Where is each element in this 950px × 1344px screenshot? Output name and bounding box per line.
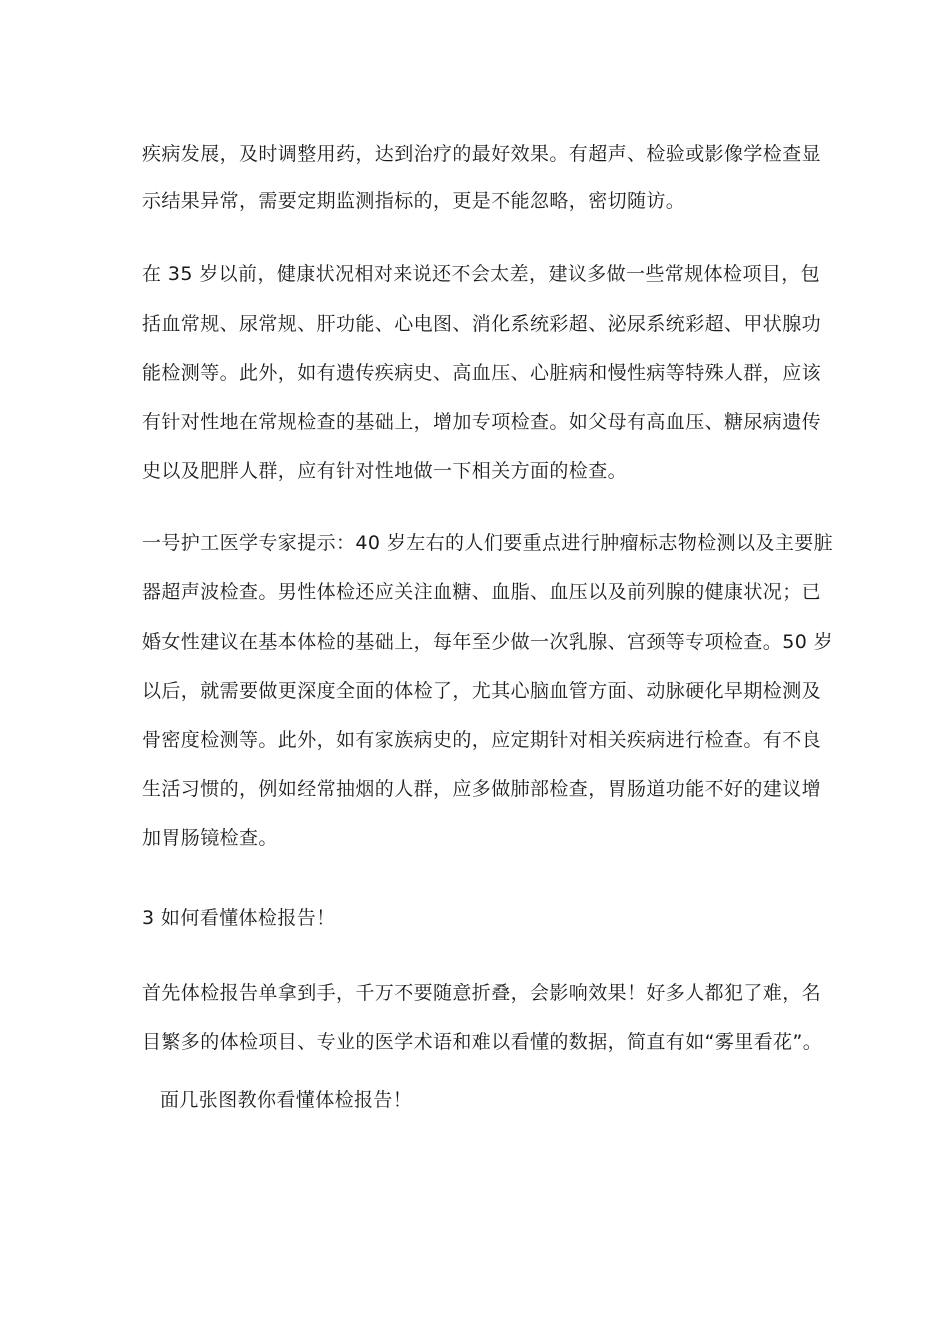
paragraph-2-line-4: 有针对性地在常规检查的基础上，增加专项检查。如父母有高血压、糖尿病遗传 <box>142 411 822 433</box>
paragraph-4-line-2: 目繁多的体检项目、专业的医学术语和难以看懂的数据，简直有如“雾里看花”。 <box>142 1031 823 1053</box>
section-heading: 3 如何看懂体检报告！ <box>142 907 336 929</box>
paragraph-4-line-1: 首先体检报告单拿到手，千万不要随意折叠，会影响效果！好多人都犯了难，名 <box>142 982 822 1004</box>
paragraph-2-line-5: 史以及肥胖人群，应有针对性地做一下相关方面的检查。 <box>142 460 628 482</box>
paragraph-2-line-3: 能检测等。此外，如有遗传疾病史、高血压、心脏病和慢性病等特殊人群，应该 <box>142 362 822 384</box>
paragraph-3-line-3: 婚女性建议在基本体检的基础上，每年至少做一次乳腺、宫颈等专项检查。50 岁 <box>142 631 834 653</box>
paragraph-1-line-1: 疾病发展，及时调整用药，达到治疗的最好效果。有超声、检验或影像学检查显 <box>142 143 822 165</box>
paragraph-2-line-2: 括血常规、尿常规、肝功能、心电图、消化系统彩超、泌尿系统彩超、甲状腺功 <box>142 313 822 335</box>
paragraph-3-line-5: 骨密度检测等。此外，如有家族病史的，应定期针对相关疾病进行检查。有不良 <box>142 729 822 751</box>
paragraph-3-line-1: 一号护工医学专家提示：40 岁左右的人们要重点进行肿瘤标志物检测以及主要脏 <box>142 532 834 554</box>
paragraph-3-line-4: 以后，就需要做更深度全面的体检了，尤其心脑血管方面、动脉硬化早期检测及 <box>142 680 822 702</box>
paragraph-2-line-1: 在 35 岁以前，健康状况相对来说还不会太差，建议多做一些常规体检项目，包 <box>142 263 821 285</box>
paragraph-1-line-2: 示结果异常，需要定期监测指标的，更是不能忽略，密切随访。 <box>142 190 686 212</box>
paragraph-3-line-6: 生活习惯的，例如经常抽烟的人群，应多做肺部检查，胃肠道功能不好的建议增 <box>142 778 822 800</box>
paragraph-3-line-7: 加胃肠镜检查。 <box>142 827 278 849</box>
paragraph-3-line-2: 器超声波检查。男性体检还应关注血糖、血脂、血压以及前列腺的健康状况；已 <box>142 581 822 603</box>
paragraph-5-line-1: 面几张图教你看懂体检报告！ <box>160 1089 413 1111</box>
